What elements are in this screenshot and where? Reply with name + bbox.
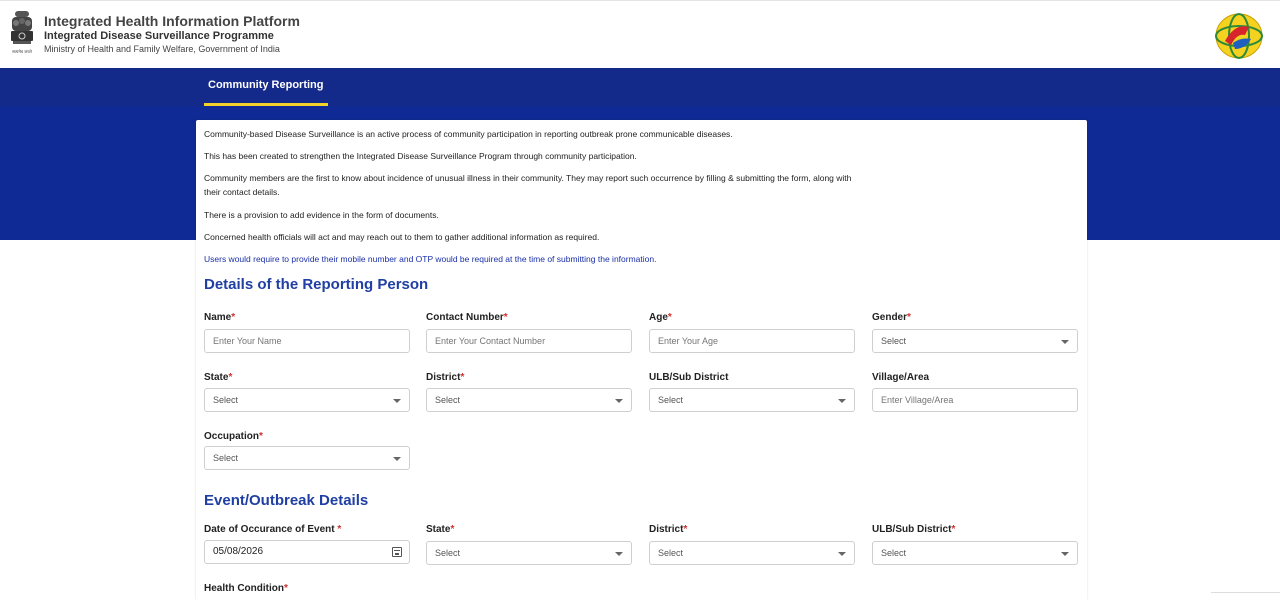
contact-number-label: Contact Number* (426, 312, 508, 323)
event-ulb-select-value: Select (881, 548, 907, 558)
district-select[interactable] (426, 388, 632, 412)
occupation-label: Occupation* (204, 431, 263, 442)
event-district-select[interactable] (649, 541, 855, 565)
site-subtitle: Integrated Disease Surveillance Programme (44, 30, 274, 42)
age-input[interactable] (649, 329, 855, 353)
ulb-select-value: Select (658, 395, 684, 405)
event-date-label: Date of Occurance of Event * (204, 524, 342, 535)
name-input[interactable] (204, 329, 410, 353)
contact-number-input[interactable] (426, 329, 632, 353)
chevron-down-icon (838, 552, 846, 556)
health-condition-label: Health Condition* (204, 583, 288, 594)
chevron-down-icon (1061, 340, 1069, 344)
reporter-section-title: Details of the Reporting Person (204, 276, 429, 293)
event-district-label: District* (649, 524, 688, 535)
gender-label: Gender* (872, 312, 911, 323)
ulb-sub-district-select[interactable] (649, 388, 855, 412)
intro-paragraph: There is a provision to add evidence in the form of documents. (204, 210, 439, 220)
name-label: Name* (204, 312, 236, 323)
occupation-select[interactable] (204, 446, 410, 470)
event-state-select[interactable] (426, 541, 632, 565)
village-area-label: Village/Area (872, 372, 930, 383)
gender-select-value: Select (881, 336, 907, 346)
event-state-label: State* (426, 524, 455, 535)
intro-paragraph: Community members are the first to know about incidence of unusual illness in their community. They may report such occurrence by filling & submitting the form, along with their contact details. (204, 173, 852, 197)
intro-paragraph: Community-based Disease Surveillance is an active process of community participation in reporting outbreak prone communicable diseases. (204, 129, 733, 139)
chevron-down-icon (1061, 552, 1069, 556)
event-date-input[interactable] (204, 540, 410, 564)
age-label: Age* (649, 312, 672, 323)
event-district-select-value: Select (658, 548, 684, 558)
intro-paragraph: This has been created to strengthen the Integrated Disease Surveillance Program through community participation. (204, 151, 637, 161)
state-select[interactable] (204, 388, 410, 412)
emblem-caption: सत्यमेव जयते (12, 49, 32, 54)
idsp-logo-icon (1215, 13, 1263, 59)
intro-paragraph: Concerned health officials will act and may reach out to them to gather additional information as required. (204, 232, 600, 242)
district-select-value: Select (435, 395, 461, 405)
gender-select[interactable] (872, 329, 1078, 353)
village-area-input[interactable] (872, 388, 1078, 412)
tab-community-reporting[interactable]: Community Reporting (204, 68, 328, 106)
chevron-down-icon (393, 399, 401, 403)
brand-block (44, 13, 300, 55)
event-ulb-label: ULB/Sub District* (872, 524, 956, 535)
state-select-value: Select (213, 395, 239, 405)
chevron-down-icon (393, 457, 401, 461)
occupation-select-value: Select (213, 453, 239, 463)
national-emblem-icon (6, 9, 38, 63)
state-label: State* (204, 372, 233, 383)
event-date-value: 05/08/2026 (213, 546, 264, 557)
page-edge-divider (1211, 592, 1280, 596)
ministry-text: Ministry of Health and Family Welfare, Government of India (44, 44, 280, 54)
event-state-select-value: Select (435, 548, 461, 558)
site-title: Integrated Health Information Platform (44, 13, 300, 29)
ulb-sub-district-label: ULB/Sub District (649, 372, 729, 383)
chevron-down-icon (838, 399, 846, 403)
reporting-form-card (196, 120, 1087, 600)
event-ulb-select[interactable] (872, 541, 1078, 565)
district-label: District* (426, 372, 465, 383)
main-navbar (0, 68, 1280, 106)
event-section-title: Event/Outbreak Details (204, 492, 369, 509)
site-header (0, 0, 1280, 68)
calendar-icon[interactable] (392, 547, 402, 557)
chevron-down-icon (615, 552, 623, 556)
chevron-down-icon (615, 399, 623, 403)
otp-notice: Users would require to provide their mobile number and OTP would be required at the time of submitting the information. (204, 254, 657, 264)
